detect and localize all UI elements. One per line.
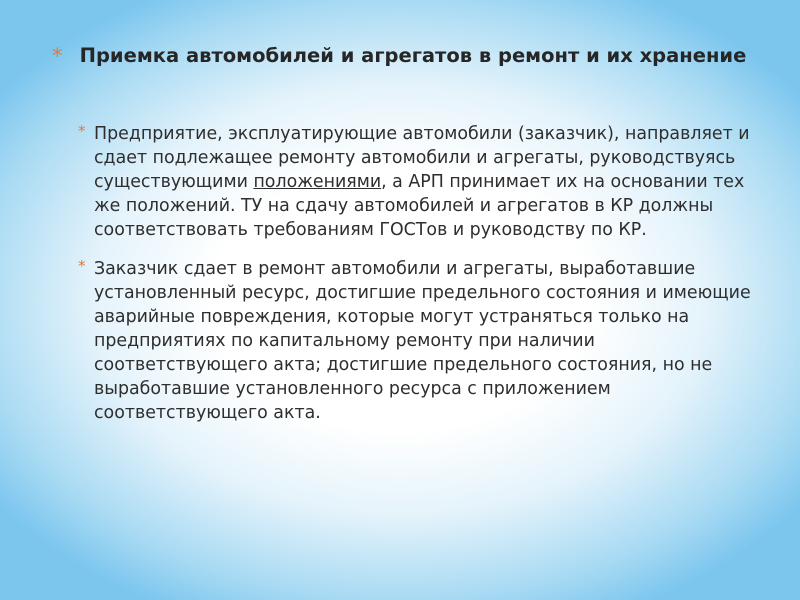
paragraph-text: Предприятие, эксплуатирующие автомобили (заказчик), направляет и сдает подлежащее ремонту автомобили и агрегаты, руководствуясь существующими — [94, 124, 750, 192]
slide-title: Приемка автомобилей и агрегатов в ремонт и их хранение — [79, 44, 747, 67]
bullet-icon: * — [78, 257, 86, 275]
paragraph-text: Заказчик сдает в ремонт автомобили и агрегаты, выработавшие установленный ресурс, достигшие предельного состояния и имеющие аварийные повреждения, которые могут устраняться только на предприятиях по капитальному ремонту при наличии соответствующего акта; достигшие предельного состояния, но не выработавшие установленного ресурса с приложением соответствующего акта. — [94, 259, 751, 423]
bullet-icon: * — [78, 122, 86, 140]
content-bullet-list — [78, 122, 758, 440]
paragraph-text-continued: , а АРП принимает их на основании тех же положений. ТУ на сдачу автомобилей и агрегатов в КР должны соответствовать требованиям ГОСТов и руководству по КР. — [94, 172, 745, 240]
list-item — [78, 257, 758, 425]
slide-title-row — [52, 37, 772, 75]
list-item — [78, 122, 758, 242]
title-bullet-icon: * — [52, 44, 63, 68]
regulations-link[interactable]: положениями — [253, 172, 382, 192]
